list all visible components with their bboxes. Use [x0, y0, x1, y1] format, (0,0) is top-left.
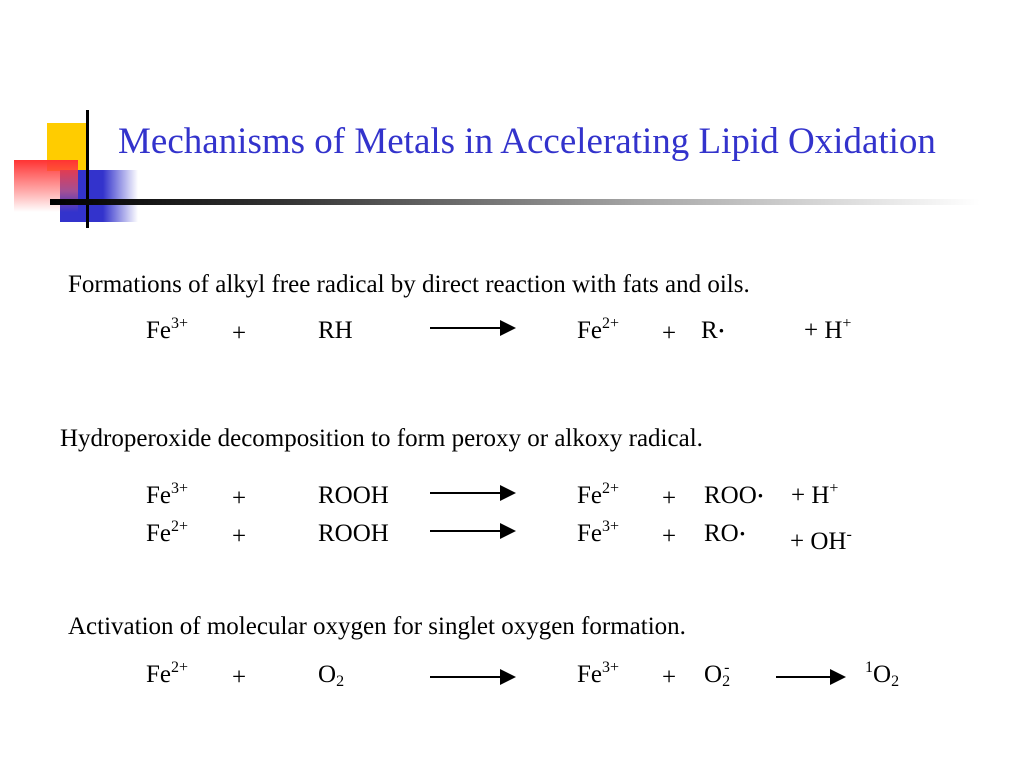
- product-metal: $Fe^{3+}$: [577, 659, 620, 688]
- section-heading-singlet: Activation of molecular oxygen for singlet oxygen formation.: [68, 613, 686, 640]
- plus-sign: +: [232, 485, 247, 512]
- reaction-arrow: [430, 327, 514, 329]
- section-heading-hydroperoxide: Hydroperoxide decomposition to form peroxy or alkoxy radical.: [60, 425, 703, 452]
- singlet-oxygen: $^1$O2: [865, 659, 900, 690]
- product-metal: $Fe^{2+}$: [577, 315, 620, 344]
- reaction-arrow: [776, 676, 844, 678]
- product-radical: R·: [701, 317, 726, 344]
- section-heading-alkyl: Formations of alkyl free radical by direct reaction with fats and oils.: [68, 271, 750, 298]
- reactant: RH: [318, 317, 353, 344]
- product-radical: RO·: [704, 520, 747, 547]
- plus-sign: +: [662, 320, 677, 347]
- reactant-metal: $Fe^{3+}$: [146, 480, 189, 509]
- reactant-metal: $Fe^{3+}$: [146, 315, 189, 344]
- reactant-metal: $Fe^{2+}$: [146, 659, 189, 688]
- product-extra: + OH-: [790, 526, 852, 555]
- reaction-arrow: [430, 676, 514, 678]
- slide-title: Mechanisms of Metals in Accelerating Lipid Oxidation: [118, 121, 936, 162]
- plus-sign: +: [662, 485, 677, 512]
- reactant: ROOH: [318, 520, 389, 547]
- plus-sign: +: [232, 664, 247, 691]
- reaction-arrow: [430, 492, 514, 494]
- product-extra: + H+: [791, 480, 839, 509]
- product-superoxide: O2-: [704, 659, 731, 690]
- product-metal: $Fe^{2+}$: [577, 480, 620, 509]
- plus-sign: +: [232, 320, 247, 347]
- reactant-metal: $Fe^{2+}$: [146, 518, 189, 547]
- product-metal: $Fe^{3+}$: [577, 518, 620, 547]
- title-underline: [50, 199, 980, 205]
- decor-vertical-line: [86, 110, 89, 228]
- product-extra: + H+: [804, 315, 852, 344]
- plus-sign: +: [232, 523, 247, 550]
- plus-sign: +: [662, 523, 677, 550]
- plus-sign: +: [662, 664, 677, 691]
- reaction-arrow: [430, 530, 514, 532]
- reactant-oxygen: O2: [318, 661, 345, 690]
- reactant: ROOH: [318, 482, 389, 509]
- product-radical: ROO·: [704, 482, 765, 509]
